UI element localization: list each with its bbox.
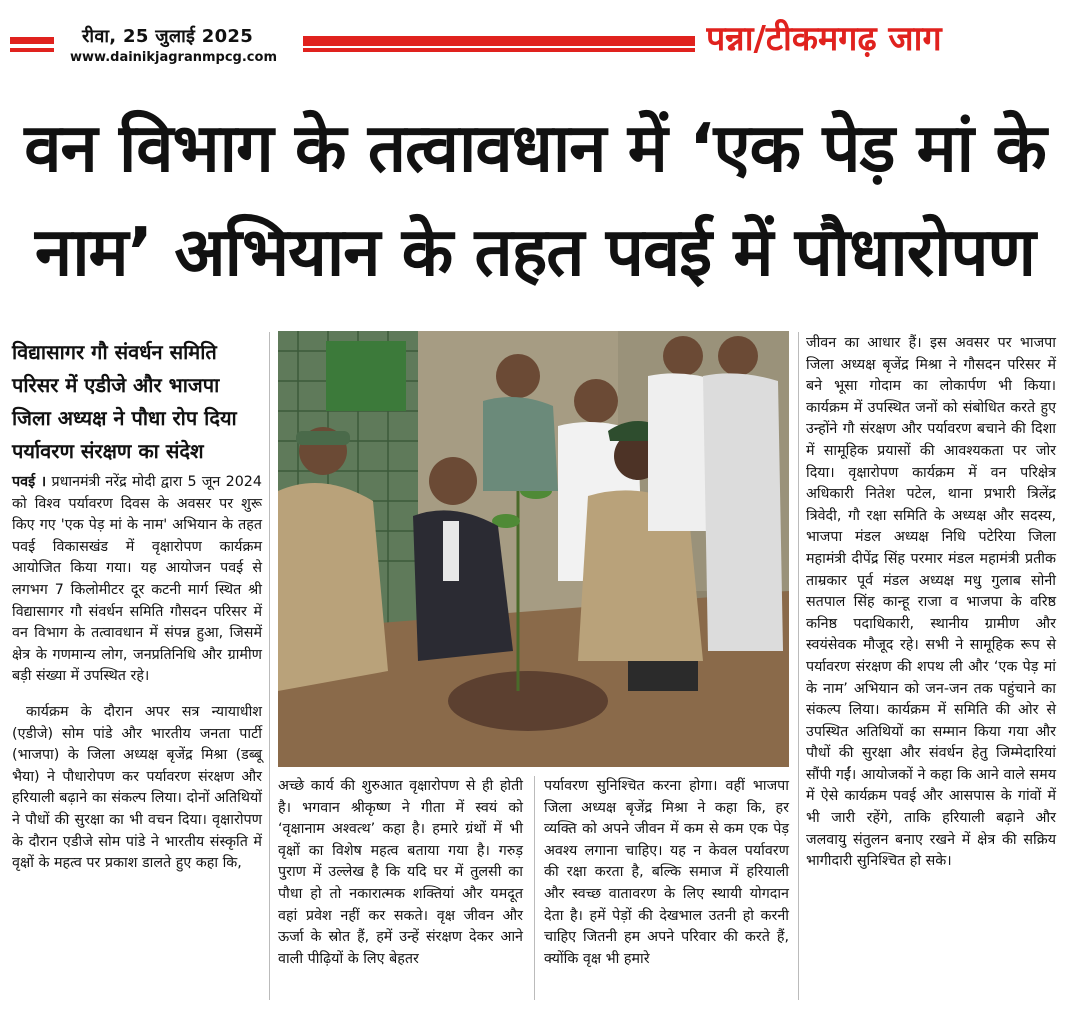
section-title: पन्ना/टीकमगढ़ जाग (706, 19, 942, 59)
subheadline: विद्यासागर गौ संवर्धन समिति परिसर में एडीजे और भाजपा जिला अध्यक्ष ने पौधा रोप दिया पर्यावरण संरक्षण का संदेश (12, 340, 237, 463)
article-photo (278, 331, 789, 767)
red-rule-left-thin (10, 48, 54, 52)
red-rule-center-thin (303, 48, 695, 52)
plantation-photo-illustration (278, 331, 789, 767)
headline: वन विभाग के तत्वावधान में ‘एक पेड़ मां के नाम’ अभियान के तहत पवई में पौधारोपण (24, 109, 1046, 291)
paragraph (12, 472, 262, 688)
red-rule-left (10, 37, 54, 44)
article-column-4 (806, 333, 1056, 873)
paragraph-text: प्रधानमंत्री नरेंद्र मोदी द्वारा 5 जून 2024 को विश्व पर्यावरण दिवस के अवसर पर शुरू किए गए 'एक पेड़ मां के नाम' अभियान के तहत पवई विकासखंड में वृक्षारोपण कार्यक्रम आयोजित किया गया। यह आयोजन पवई से लगभग 7 किलोमीटर दूर कटनी मार्ग स्थित श्री विद्यासागर गौ संवर्धन समिति गौसदन परिसर में वन विभाग के तत्वावधान में संपन्न हुआ, जिसमें क्षेत्र के गणमान्य लोग, जनप्रतिनिधि और ग्रामीण बड़ी संख्या में उपस्थित रहे। (12, 474, 262, 685)
edition-date: रीवा, 25 जुलाई 2025 (82, 26, 254, 47)
article-column-3 (544, 776, 789, 970)
dateline: पवई । (12, 474, 47, 490)
paragraph: पर्यावरण सुनिश्चित करना होगा। वहीं भाजपा जिला अध्यक्ष बृजेंद्र मिश्रा ने कहा कि, हर व्यक्ति को अपने जीवन में कम से कम एक पेड़ अवश्य लगाना चाहिए। यह न केवल पर्यावरण की रक्षा करता है, बल्कि समाज में हरियाली और स्वच्छ वातावरण के लिए स्थायी योगदान देता है। हमें पेड़ों की देखभाल उतनी हो करनी चाहिए जितनी हम अपने परिवार की करते हैं, क्योंकि वृक्ष भी हमारे (544, 778, 789, 967)
article-column-2 (278, 776, 523, 970)
paragraph: जीवन का आधार हैं। इस अवसर पर भाजपा जिला अध्यक्ष बृजेंद्र मिश्रा ने गौसदन परिसर में बने भूसा गोदाम का लोकार्पण भी किया। कार्यक्रम में उपस्थित जनों को संबोधित करते हुए उन्होंने गौ संरक्षण और पर्यावरण बचाने की दिशा में सामूहिक प्रयासों की आवश्यकता पर जोर दिया। वृक्षारोपण कार्यक्रम में वन परिक्षेत्र अधिकारी नितेश पटेल, थाना प्रभारी त्रिलेंद्र त्रिवेदी, गौ रक्षा समिति के अध्यक्ष और सदस्य, भाजपा मंडल अध्यक्ष निधि पटेरिया जिला महामंत्री दीपेंद्र सिंह परमार मंडल महामंत्री प्रतीक ताम्रकार पूर्व मंडल अध्यक्ष मधु गुलाब सोनी सतपाल सिंह कान्हू राजा व भाजपा के वरिष्ठ कनिष्ठ पदाधिकारी, स्थानीय ग्रामीण और स्वयंसेवक मौजूद रहे। सभी ने सामूहिक रूप से पर्यावरण संरक्षण की शपथ ली और ‘एक पेड़ मां के नाम’ अभियान को जन-जन तक पहुंचाने का संकल्प लिया। कार्यक्रम में समिति की ओर से उपस्थित अतिथियों का सम्मान किया गया और पौधों की सुरक्षा और संवर्धन हेतु जिम्मेदारियां सौंपी गईं। आयोजकों ने कहा कि आने वाले समय में ऐसे कार्यक्रम पवई और आसपास के गांवों में भी जारी रहेंगे, ताकि हरियाली बढ़ाने और जलवायु संतुलन बनाए रखने में क्षेत्र की सक्रिय भागीदारी सुनिश्चित हो सके। (806, 335, 1056, 870)
column-divider (534, 776, 535, 1000)
article-column-1 (12, 336, 262, 875)
paragraph: कार्यक्रम के दौरान अपर सत्र न्यायाधीश (एडीजे) सोम पांडे और भारतीय जनता पार्टी (भाजपा) के जिला अध्यक्ष बृजेंद्र मिश्रा (डब्बू भैया) ने पौधारोपण कर पर्यावरण संरक्षण और हरियाली बढ़ाने का संकल्प लिया। दोनों अतिथियों ने पौधों की सुरक्षा का भी वचन दिया। वृक्षारोपण के दौरान एडीजे सोम पांडे ने भारतीय संस्कृति में वृक्षों के महत्व पर प्रकाश डालते हुए कहा कि, (12, 703, 262, 872)
website-url: www.dainikjagranmpcg.com (70, 50, 277, 65)
red-rule-center (303, 36, 695, 46)
masthead (0, 0, 1067, 92)
column-divider (269, 332, 270, 1000)
paragraph: अच्छे कार्य की शुरुआत वृक्षारोपण से ही होती है। भगवान श्रीकृष्ण ने गीता में स्वयं को ‘वृक्षानाम अश्वत्थ’ कहा है। हमारे ग्रंथों में भी वृक्षों का विशेष महत्व बताया गया है। गरुड़ पुराण में उल्लेख है कि यदि घर में तुलसी का पौधा हो तो नकारात्मक शक्तियां और यमदूत वहां प्रवेश नहीं कर सकते। वृक्ष जीवन और ऊर्जा के स्रोत हैं, हमें उन्हें संरक्षण देकर आने वाली पीढ़ियों के लिए बेहतर (278, 778, 523, 967)
column-divider (798, 332, 799, 1000)
